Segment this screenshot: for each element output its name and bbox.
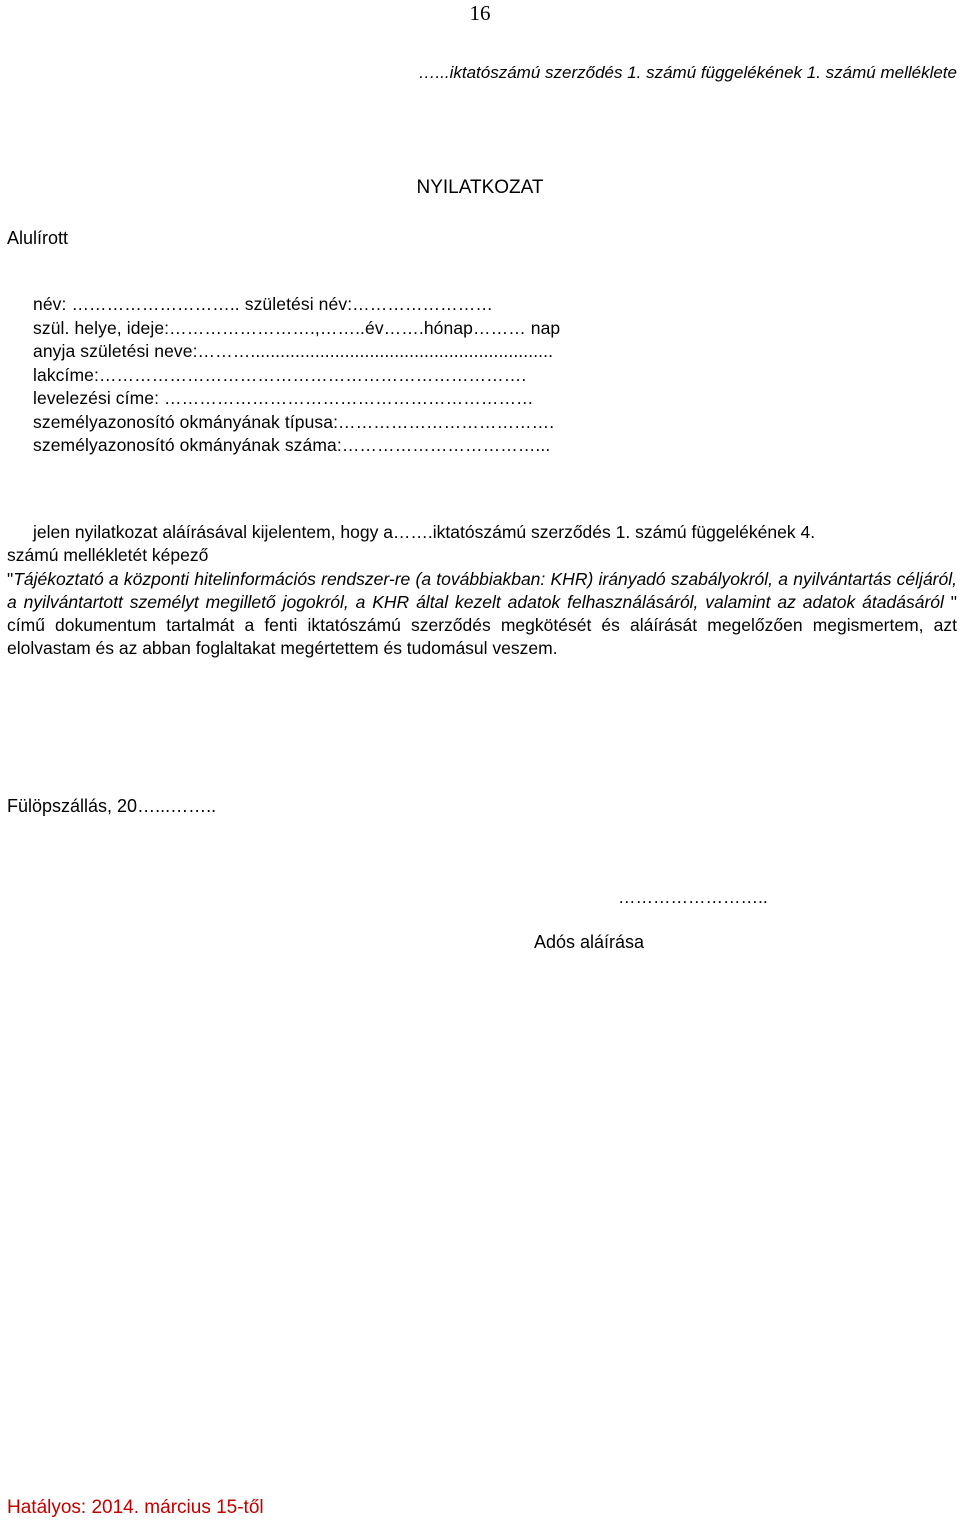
quote-open: ": [7, 568, 14, 589]
declaration-first-line: jelen nyilatkozat aláírásával kijelentem, hogy a…….iktatószámú szerződés 1. számú függelékének 4.: [33, 522, 816, 542]
field-id-document-type: személyazonosító okmányának típusa:……………………………….: [33, 411, 555, 432]
declaration-second-line: számú mellékletét képező: [7, 545, 209, 566]
place-and-date: Fülöpszállás, 20…...……..: [7, 796, 217, 816]
declaration-conclusion: " című dokumentum tartalmát a fenti iktatószámú szerződés megkötését és aláírását megelőzően megismertem, azt elolvastam és az abban foglaltakat megértettem és tudomásul veszem.: [7, 591, 957, 659]
quoted-document-title: Tájékoztató a központi hitelinformációs rendszer-re (a továbbiakban: KHR) irányadó szabályokról, a nyilvántartás céljáról, a nyilvántartott személyt megillető jogokról, a KHR által kezelt adatok felhasználásáról, valamint az adatok átadásáról: [7, 568, 957, 612]
document-title: NYILATKOZAT: [416, 177, 544, 198]
effective-date-note: Hatályos: 2014. március 15-től: [7, 1497, 264, 1518]
field-id-document-number: személyazonosító okmányának száma:……………………………...: [33, 435, 551, 455]
declaration-body: [7, 568, 957, 661]
annex-reference: …...iktatószámú szerződés 1. számú függelékének 1. számú melléklete: [418, 63, 957, 82]
signature-line: ……………………..: [618, 887, 768, 907]
field-name: név: ……………………….. születési név:……………………: [33, 294, 493, 314]
undersigned-label: Alulírott: [7, 228, 69, 248]
signature-label: Adós aláírása: [534, 932, 645, 952]
field-mother-name: anyja születési neve:……….............................................................: [33, 341, 554, 361]
page-number: 16: [469, 1, 491, 25]
field-address: lakcíme:……………………………………………………………….: [33, 364, 527, 385]
field-birthplace-date: szül. helye, ideje:…………………….,……..év…….hónap……… nap: [33, 317, 561, 338]
personal-data-fields: [33, 293, 560, 458]
field-mailing-address: levelezési címe: ………………………………………………………: [33, 388, 534, 408]
declaration-paragraph: [7, 521, 957, 661]
